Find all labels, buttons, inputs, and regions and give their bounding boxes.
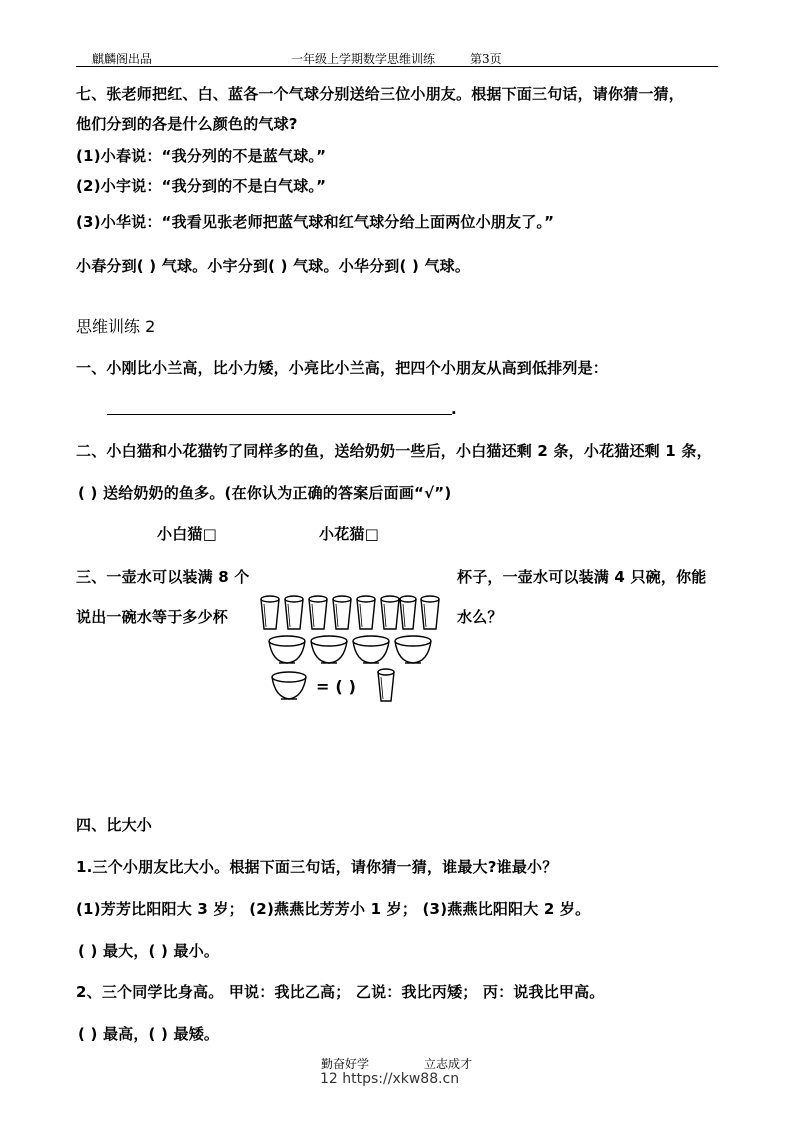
q7-line1: 七、张老师把红、白、蓝各一个气球分别送给三位小朋友。根据下面三句话，请你猜一猜， — [76, 85, 685, 103]
header-divider — [76, 66, 718, 67]
header-left: 麒麟阁出品 — [92, 52, 153, 66]
bowl-icon — [269, 636, 305, 663]
problem3-right-line1: 杯子，一壶水可以装满 4 只碗，你能 — [457, 568, 707, 586]
problem2-line1: 二、小白猫和小花猫钓了同样多的鱼，送给奶奶一些后，小白猫还剩 2 条，小花猫还剩 1 条， — [76, 442, 712, 460]
header-page-number: 第3页 — [470, 52, 502, 66]
q7-answer-line: 小春分到( ) 气球。小宇分到( ) 气球。小华分到( ) 气球。 — [76, 257, 471, 275]
equation-bowl-icon — [272, 672, 306, 699]
cup-icon — [381, 596, 399, 629]
cup-icon — [333, 596, 351, 629]
cup-icon — [285, 596, 303, 629]
problem4-q1-answer: ( ) 最大，( ) 最小。 — [78, 942, 220, 960]
problem4-q1-clues: (1)芳芳比阳阳大 3 岁； (2)燕燕比芳芳小 1 岁； (3)燕燕比阳阳大 2 岁。 — [76, 900, 591, 918]
cup-icon — [400, 596, 416, 629]
option-flower-cat: 小花猫□ — [319, 525, 379, 543]
cup-icon — [261, 596, 279, 629]
problem4-q1: 1.三个小朋友比大小。根据下面三句话，请你猜一猜，谁最大?谁最小？ — [76, 858, 558, 876]
option-white-cat: 小白猫□ — [157, 525, 217, 543]
cup-icon — [421, 596, 439, 629]
q7-statement-1: (1)小春说：“我分列的不是蓝气球。” — [76, 147, 327, 165]
q7-statement-2: (2)小宇说：“我分到的不是白气球。” — [76, 177, 327, 195]
bowl-row — [269, 636, 431, 663]
cup-icon — [357, 596, 375, 629]
cup-icon — [309, 596, 327, 629]
bowl-icon — [311, 636, 347, 663]
section-title: 思维训练 2 — [76, 317, 156, 336]
q7-line2: 他们分到的各是什么颜色的气球? — [76, 115, 298, 133]
problem2-line2: ( ) 送给奶奶的鱼多。(在你认为正确的答案后面画“√”) — [78, 484, 452, 502]
problem1-answer-blank — [107, 414, 452, 415]
footer-motto-right: 立志成才 — [424, 1057, 473, 1071]
problem4-q2-answer: ( ) 最高，( ) 最矮。 — [78, 1025, 220, 1043]
problem4-q2: 2、三个同学比身高。 甲说：我比乙高； 乙说：我比丙矮； 丙：说我比甲高。 — [76, 983, 605, 1001]
equation-text: = ( ) — [316, 677, 357, 696]
problem3-right-line2: 水么？ — [457, 608, 503, 626]
q7-statement-3: (3)小华说：“我看见张老师把蓝气球和红气球分给上面两位小朋友了。” — [76, 213, 555, 231]
bowl-icon — [395, 636, 431, 663]
problem1-text: 一、小刚比小兰高，比小力矮，小亮比小兰高，把四个小朋友从高到低排列是： — [76, 359, 609, 377]
cup-row — [261, 596, 439, 629]
problem3-left-line1: 三、一壶水可以装满 8 个 — [76, 568, 250, 586]
header-title: 一年级上学期数学思维训练 — [291, 52, 436, 66]
problem4-title: 四、比大小 — [76, 816, 153, 834]
problem3-left-line2: 说出一碗水等于多少杯 — [76, 608, 229, 626]
footer-motto-left: 勤奋好学 — [321, 1057, 370, 1071]
bowl-icon — [353, 636, 389, 663]
equation-cup-icon — [378, 669, 394, 701]
problem1-period: . — [451, 400, 457, 418]
footer-url: 12 https://xkw88.cn — [320, 1071, 460, 1087]
